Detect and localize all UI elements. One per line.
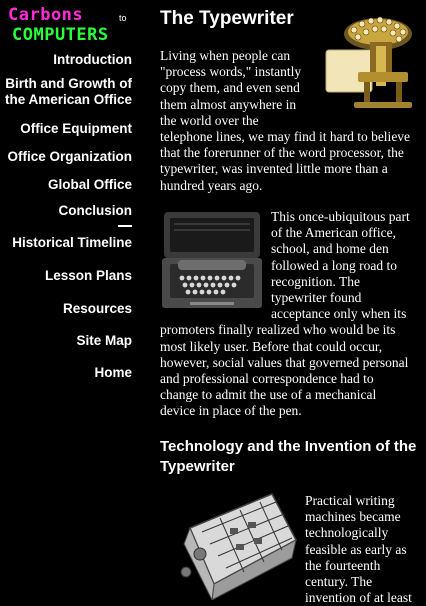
writing-machine-image bbox=[160, 488, 300, 600]
nav-link-resources[interactable]: Resources bbox=[62, 301, 132, 316]
nav-link-office-organization[interactable]: Office Organization bbox=[7, 149, 132, 164]
nav-divider bbox=[118, 225, 132, 227]
nav-link-introduction[interactable]: Introduction bbox=[53, 52, 132, 67]
logo-word-computers: COMPUTERS bbox=[12, 25, 109, 45]
sidebar-nav bbox=[0, 48, 132, 381]
logo-word-carbons: Carbons bbox=[8, 5, 84, 25]
nav-link-historical-timeline[interactable]: Historical Timeline bbox=[12, 235, 132, 250]
nav-link-lesson-plans[interactable]: Lesson Plans bbox=[44, 268, 132, 283]
nav-link-birth-growth[interactable]: Birth and Growth of the American Office bbox=[4, 76, 132, 107]
nav-link-site-map[interactable]: Site Map bbox=[76, 333, 132, 348]
page-title: The Typewriter bbox=[160, 8, 294, 29]
section-heading: Technology and the Invention of the Typewriter bbox=[160, 438, 417, 475]
site-logo[interactable] bbox=[8, 6, 148, 46]
nav-link-conclusion[interactable]: Conclusion bbox=[58, 203, 132, 218]
nav-link-office-equipment[interactable]: Office Equipment bbox=[20, 121, 132, 136]
intro-paragraph: Living when people can "process words," instantly copy them, and even send them almost anywhere in the world over the telephone lines, we may find it hard to believe that the forerunner of the word processor, the typewriter, was invented little more than a hundred years ago. bbox=[160, 48, 411, 193]
history-paragraph: This once-ubiquitous part of the American office, school, and home den followed a long road to recognition. The typewriter found acceptance only when its promoters finally realized who would be its most likely user. Before that could occur, however, social values that governed personal and professional correspondence had to change to admit the use of a mechanical device in place of the pen. bbox=[160, 209, 410, 419]
nav-link-global-office[interactable]: Global Office bbox=[47, 177, 132, 192]
technology-paragraph: Practical writing machines became technologically feasible as early as the fourteenth century. The invention of at least bbox=[305, 493, 412, 606]
logo-word-to: to bbox=[119, 13, 127, 23]
nav-link-home[interactable]: Home bbox=[94, 365, 132, 380]
